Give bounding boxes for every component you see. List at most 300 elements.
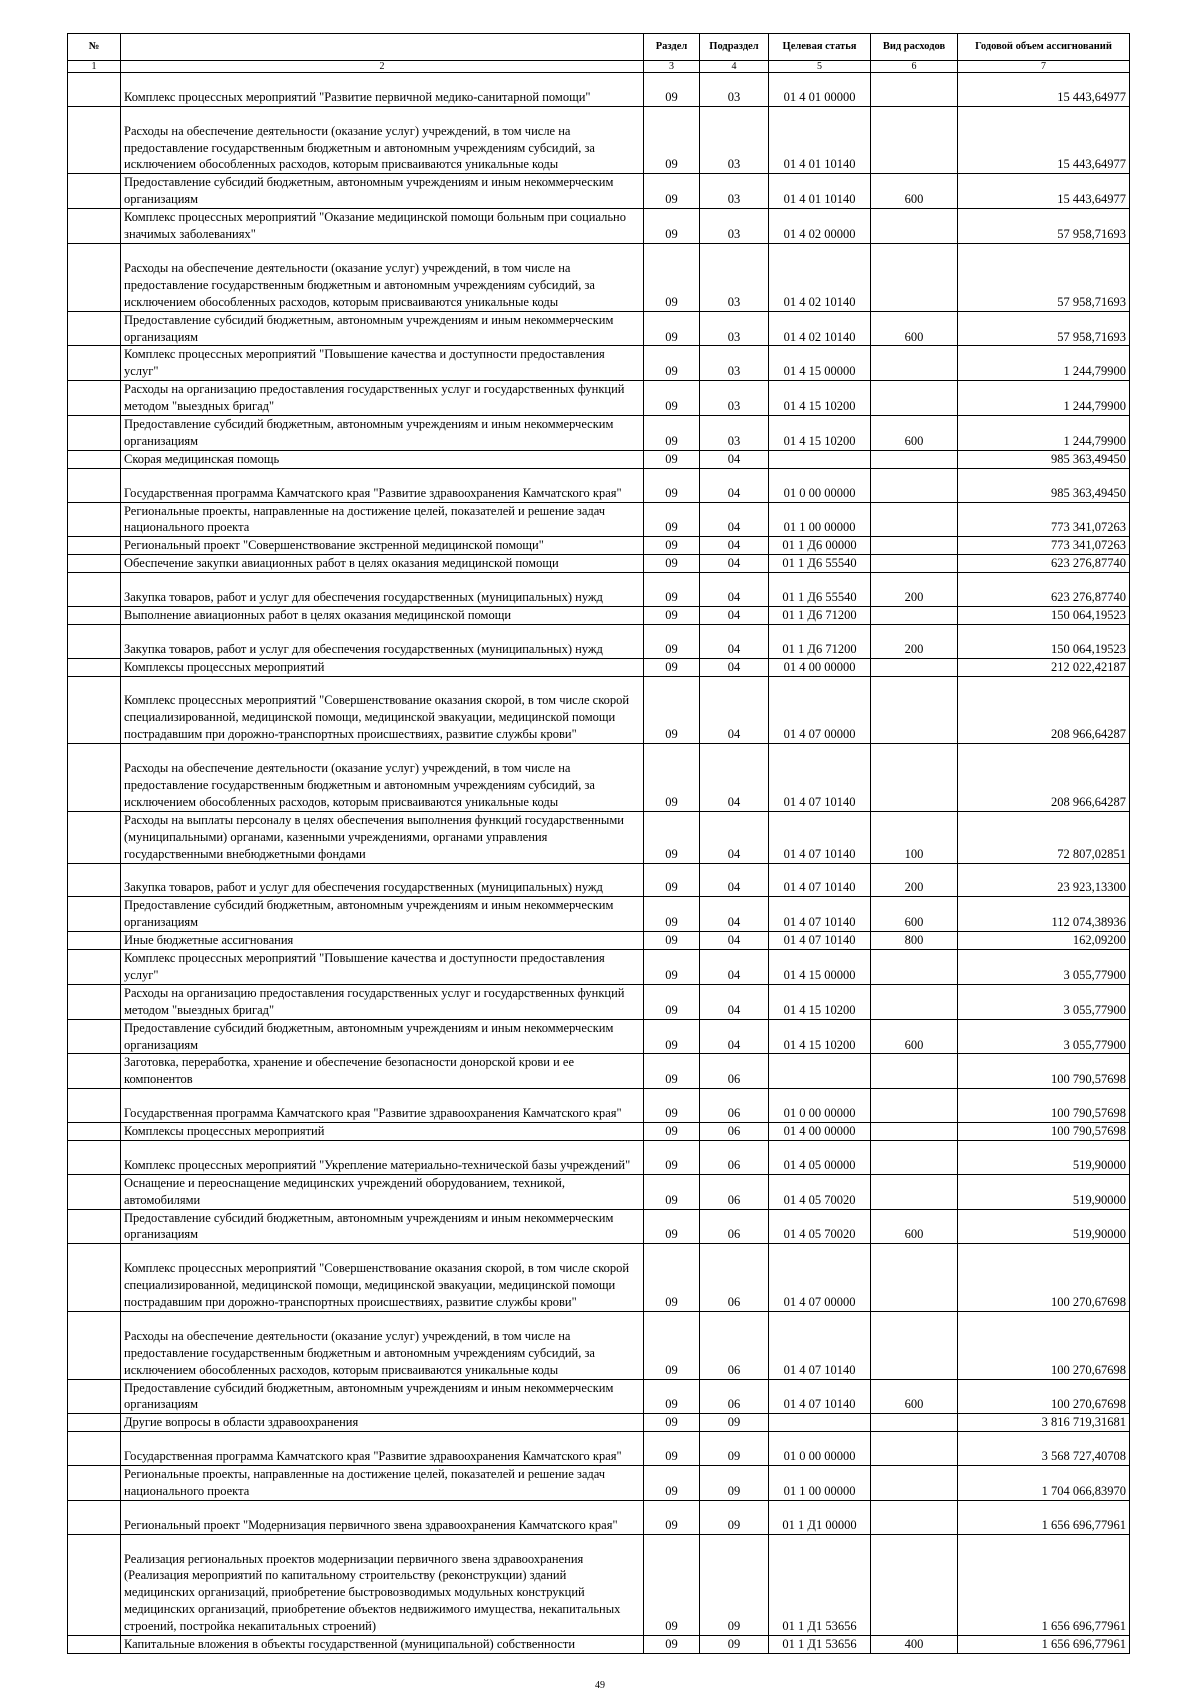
table-row xyxy=(68,1244,1130,1312)
row-description: Региональные проекты, направленные на достижение целей, показателей и решение задач национального проекта xyxy=(121,1466,644,1501)
row-razdel: 09 xyxy=(644,984,700,1019)
row-target-article xyxy=(769,450,871,468)
row-annual-allocation: 100 270,67698 xyxy=(958,1379,1130,1414)
table-row xyxy=(68,537,1130,555)
row-expense-type xyxy=(871,984,958,1019)
row-description: Расходы на организацию предоставления государственных услуг и государственных функций методом "выездных бригад" xyxy=(121,381,644,416)
row-target-article xyxy=(769,1054,871,1089)
row-description: Закупка товаров, работ и услуг для обеспечения государственных (муниципальных) нужд xyxy=(121,624,644,658)
row-target-article: 01 1 Д6 71200 xyxy=(769,624,871,658)
row-annual-allocation: 1 656 696,77961 xyxy=(958,1534,1130,1635)
row-target-article: 01 0 00 00000 xyxy=(769,468,871,502)
table-row xyxy=(68,811,1130,863)
row-expense-type xyxy=(871,346,958,381)
table-row xyxy=(68,555,1130,573)
row-annual-allocation: 1 656 696,77961 xyxy=(958,1500,1130,1534)
row-target-article: 01 4 15 10200 xyxy=(769,1019,871,1054)
row-podrazdel: 06 xyxy=(700,1379,769,1414)
table-row xyxy=(68,244,1130,312)
row-razdel: 09 xyxy=(644,1379,700,1414)
row-expense-type: 200 xyxy=(871,863,958,897)
row-description: Комплексы процессных мероприятий xyxy=(121,1123,644,1141)
row-expense-type: 600 xyxy=(871,1379,958,1414)
row-description: Закупка товаров, работ и услуг для обеспечения государственных (муниципальных) нужд xyxy=(121,573,644,607)
row-annual-allocation: 3 568 727,40708 xyxy=(958,1432,1130,1466)
row-target-article: 01 4 07 10140 xyxy=(769,863,871,897)
row-target-article: 01 1 Д6 00000 xyxy=(769,537,871,555)
row-description: Оснащение и переоснащение медицинских учреждений оборудованием, техникой, автомобилями xyxy=(121,1174,644,1209)
row-podrazdel: 09 xyxy=(700,1466,769,1501)
table-row xyxy=(68,468,1130,502)
row-razdel: 09 xyxy=(644,1140,700,1174)
row-annual-allocation: 3 055,77900 xyxy=(958,950,1130,985)
row-number-cell xyxy=(68,573,121,607)
row-razdel: 09 xyxy=(644,950,700,985)
row-annual-allocation: 1 656 696,77961 xyxy=(958,1636,1130,1654)
row-number-cell xyxy=(68,1500,121,1534)
column-number: 3 xyxy=(644,61,700,73)
row-number-cell xyxy=(68,863,121,897)
row-description: Расходы на выплаты персоналу в целях обеспечения выполнения функций государственными (муниципальными) органами, казенными учреждениями, органами управления государственными внебюджетными фондами xyxy=(121,811,644,863)
row-razdel: 09 xyxy=(644,537,700,555)
table-row xyxy=(68,209,1130,244)
row-annual-allocation: 519,90000 xyxy=(958,1174,1130,1209)
row-expense-type xyxy=(871,244,958,312)
table-row xyxy=(68,1019,1130,1054)
row-target-article: 01 4 02 00000 xyxy=(769,209,871,244)
table-row xyxy=(68,863,1130,897)
row-description: Другие вопросы в области здравоохранения xyxy=(121,1414,644,1432)
row-description: Скорая медицинская помощь xyxy=(121,450,644,468)
row-number-cell xyxy=(68,1209,121,1244)
row-annual-allocation: 15 443,64977 xyxy=(958,174,1130,209)
row-target-article: 01 4 01 10140 xyxy=(769,106,871,174)
row-description: Комплекс процессных мероприятий "Повышение качества и доступности предоставления услуг" xyxy=(121,346,644,381)
row-expense-type: 400 xyxy=(871,1636,958,1654)
table-row xyxy=(68,1123,1130,1141)
row-number-cell xyxy=(68,950,121,985)
row-annual-allocation: 3 055,77900 xyxy=(958,1019,1130,1054)
row-expense-type xyxy=(871,73,958,107)
row-number-cell xyxy=(68,1636,121,1654)
row-expense-type xyxy=(871,1174,958,1209)
row-podrazdel: 04 xyxy=(700,606,769,624)
table-row xyxy=(68,311,1130,346)
row-target-article: 01 4 01 00000 xyxy=(769,73,871,107)
row-description: Комплексы процессных мероприятий xyxy=(121,658,644,676)
row-description: Предоставление субсидий бюджетным, автономным учреждениям и иным некоммерческим организациям xyxy=(121,897,644,932)
row-description: Комплекс процессных мероприятий "Развитие первичной медико-санитарной помощи" xyxy=(121,73,644,107)
row-expense-type xyxy=(871,537,958,555)
column-number: 5 xyxy=(769,61,871,73)
row-number-cell xyxy=(68,658,121,676)
row-annual-allocation: 100 790,57698 xyxy=(958,1089,1130,1123)
row-target-article: 01 4 07 10140 xyxy=(769,744,871,812)
row-description: Предоставление субсидий бюджетным, автономным учреждениям и иным некоммерческим организациям xyxy=(121,1379,644,1414)
row-razdel: 09 xyxy=(644,744,700,812)
row-description: Выполнение авиационных работ в целях оказания медицинской помощи xyxy=(121,606,644,624)
table-row xyxy=(68,1432,1130,1466)
row-annual-allocation: 519,90000 xyxy=(958,1140,1130,1174)
row-podrazdel: 04 xyxy=(700,950,769,985)
row-annual-allocation: 72 807,02851 xyxy=(958,811,1130,863)
row-number-cell xyxy=(68,1466,121,1501)
table-row xyxy=(68,73,1130,107)
row-annual-allocation: 150 064,19523 xyxy=(958,624,1130,658)
row-number-cell xyxy=(68,346,121,381)
row-expense-type xyxy=(871,606,958,624)
table-row xyxy=(68,1174,1130,1209)
row-target-article: 01 4 07 10140 xyxy=(769,1311,871,1379)
row-podrazdel: 04 xyxy=(700,537,769,555)
row-target-article: 01 4 02 10140 xyxy=(769,244,871,312)
row-number-cell xyxy=(68,73,121,107)
row-podrazdel: 04 xyxy=(700,624,769,658)
column-number: 2 xyxy=(121,61,644,73)
row-razdel: 09 xyxy=(644,416,700,451)
row-target-article: 01 1 00 00000 xyxy=(769,502,871,537)
row-number-cell xyxy=(68,502,121,537)
table-row xyxy=(68,1089,1130,1123)
row-description: Комплекс процессных мероприятий "Совершенствование оказания скорой, в том числе скорой специализированной, медицинской помощи, медицинской эвакуации, медицинской помощи пострадавшим при дорожно-транспортных происшествиях, развитие службы крови" xyxy=(121,676,644,744)
table-row xyxy=(68,932,1130,950)
row-razdel: 09 xyxy=(644,1414,700,1432)
table-row xyxy=(68,606,1130,624)
row-target-article: 01 0 00 00000 xyxy=(769,1089,871,1123)
row-number-cell xyxy=(68,450,121,468)
row-razdel: 09 xyxy=(644,244,700,312)
row-annual-allocation: 3 055,77900 xyxy=(958,984,1130,1019)
row-description: Предоставление субсидий бюджетным, автономным учреждениям и иным некоммерческим организациям xyxy=(121,1019,644,1054)
row-expense-type xyxy=(871,1089,958,1123)
row-podrazdel: 04 xyxy=(700,984,769,1019)
row-expense-type xyxy=(871,502,958,537)
row-annual-allocation: 100 790,57698 xyxy=(958,1123,1130,1141)
row-description: Иные бюджетные ассигнования xyxy=(121,932,644,950)
row-razdel: 09 xyxy=(644,897,700,932)
row-number-cell xyxy=(68,1019,121,1054)
row-description: Расходы на обеспечение деятельности (оказание услуг) учреждений, в том числе на предоставление государственным бюджетным и автономным учреждениям субсидий, за исключением обособленных расходов, которым присваиваются уникальные коды xyxy=(121,1311,644,1379)
row-expense-type xyxy=(871,1466,958,1501)
row-podrazdel: 04 xyxy=(700,555,769,573)
table-row xyxy=(68,174,1130,209)
row-annual-allocation: 208 966,64287 xyxy=(958,676,1130,744)
row-description: Комплекс процессных мероприятий "Оказание медицинской помощи больным при социально значимых заболеваниях" xyxy=(121,209,644,244)
row-annual-allocation: 212 022,42187 xyxy=(958,658,1130,676)
row-target-article: 01 1 Д6 71200 xyxy=(769,606,871,624)
row-razdel: 09 xyxy=(644,1054,700,1089)
row-number-cell xyxy=(68,932,121,950)
row-razdel: 09 xyxy=(644,863,700,897)
row-podrazdel: 09 xyxy=(700,1432,769,1466)
row-podrazdel: 04 xyxy=(700,932,769,950)
row-podrazdel: 03 xyxy=(700,311,769,346)
row-razdel: 09 xyxy=(644,606,700,624)
row-number-cell xyxy=(68,1311,121,1379)
row-annual-allocation: 162,09200 xyxy=(958,932,1130,950)
table-row xyxy=(68,744,1130,812)
row-number-cell xyxy=(68,106,121,174)
row-expense-type xyxy=(871,1414,958,1432)
row-target-article: 01 4 07 10140 xyxy=(769,897,871,932)
row-expense-type xyxy=(871,381,958,416)
row-annual-allocation: 985 363,49450 xyxy=(958,468,1130,502)
table-row xyxy=(68,1414,1130,1432)
table-row xyxy=(68,416,1130,451)
row-annual-allocation: 100 270,67698 xyxy=(958,1244,1130,1312)
row-description: Предоставление субсидий бюджетным, автономным учреждениям и иным некоммерческим организациям xyxy=(121,416,644,451)
row-expense-type xyxy=(871,1500,958,1534)
row-number-cell xyxy=(68,624,121,658)
row-razdel: 09 xyxy=(644,932,700,950)
row-number-cell xyxy=(68,1089,121,1123)
row-description: Расходы на обеспечение деятельности (оказание услуг) учреждений, в том числе на предоставление государственным бюджетным и автономным учреждениям субсидий, за исключением обособленных расходов, которым присваиваются уникальные коды xyxy=(121,106,644,174)
row-description: Закупка товаров, работ и услуг для обеспечения государственных (муниципальных) нужд xyxy=(121,863,644,897)
table-row xyxy=(68,381,1130,416)
row-annual-allocation: 1 244,79900 xyxy=(958,346,1130,381)
row-annual-allocation: 112 074,38936 xyxy=(958,897,1130,932)
row-expense-type xyxy=(871,1123,958,1141)
row-razdel: 09 xyxy=(644,1123,700,1141)
row-number-cell xyxy=(68,244,121,312)
table-row xyxy=(68,346,1130,381)
row-podrazdel: 03 xyxy=(700,73,769,107)
row-razdel: 09 xyxy=(644,676,700,744)
row-expense-type xyxy=(871,555,958,573)
row-target-article: 01 1 Д1 00000 xyxy=(769,1500,871,1534)
row-description: Государственная программа Камчатского края "Развитие здравоохранения Камчатского края" xyxy=(121,1089,644,1123)
row-number-cell xyxy=(68,1123,121,1141)
row-expense-type: 600 xyxy=(871,311,958,346)
row-description: Предоставление субсидий бюджетным, автономным учреждениям и иным некоммерческим организациям xyxy=(121,1209,644,1244)
row-annual-allocation: 1 244,79900 xyxy=(958,381,1130,416)
row-description: Региональные проекты, направленные на достижение целей, показателей и решение задач национального проекта xyxy=(121,502,644,537)
row-podrazdel: 09 xyxy=(700,1636,769,1654)
row-description: Комплекс процессных мероприятий "Укрепление материально-технической базы учреждений" xyxy=(121,1140,644,1174)
row-target-article: 01 4 01 10140 xyxy=(769,174,871,209)
row-annual-allocation: 1 244,79900 xyxy=(958,416,1130,451)
row-number-cell xyxy=(68,416,121,451)
row-number-cell xyxy=(68,1432,121,1466)
column-number: 7 xyxy=(958,61,1130,73)
row-expense-type xyxy=(871,450,958,468)
row-description: Расходы на обеспечение деятельности (оказание услуг) учреждений, в том числе на предоставление государственным бюджетным и автономным учреждениям субсидий, за исключением обособленных расходов, которым присваиваются уникальные коды xyxy=(121,744,644,812)
row-target-article: 01 4 07 00000 xyxy=(769,676,871,744)
row-razdel: 09 xyxy=(644,450,700,468)
table-row xyxy=(68,1500,1130,1534)
row-description: Комплекс процессных мероприятий "Повышение качества и доступности предоставления услуг" xyxy=(121,950,644,985)
row-target-article: 01 4 15 00000 xyxy=(769,950,871,985)
row-number-cell xyxy=(68,1140,121,1174)
row-target-article: 01 4 07 10140 xyxy=(769,932,871,950)
table-row xyxy=(68,676,1130,744)
column-number-row xyxy=(68,61,1130,73)
table-row xyxy=(68,1636,1130,1654)
row-razdel: 09 xyxy=(644,174,700,209)
table-row xyxy=(68,1379,1130,1414)
row-description: Капитальные вложения в объекты государственной (муниципальной) собственности xyxy=(121,1636,644,1654)
header-annual-allocation: Годовой объем ассигнований xyxy=(958,34,1130,61)
row-razdel: 09 xyxy=(644,1209,700,1244)
row-number-cell xyxy=(68,676,121,744)
column-number: 6 xyxy=(871,61,958,73)
row-razdel: 09 xyxy=(644,658,700,676)
row-description: Расходы на организацию предоставления государственных услуг и государственных функций методом "выездных бригад" xyxy=(121,984,644,1019)
header-razdel: Раздел xyxy=(644,34,700,61)
row-target-article: 01 4 05 70020 xyxy=(769,1174,871,1209)
row-number-cell xyxy=(68,468,121,502)
row-razdel: 09 xyxy=(644,624,700,658)
row-target-article: 01 4 05 00000 xyxy=(769,1140,871,1174)
table-row xyxy=(68,1054,1130,1089)
row-description: Государственная программа Камчатского края "Развитие здравоохранения Камчатского края" xyxy=(121,468,644,502)
row-expense-type: 600 xyxy=(871,1209,958,1244)
table-row xyxy=(68,450,1130,468)
row-razdel: 09 xyxy=(644,1089,700,1123)
row-expense-type: 200 xyxy=(871,573,958,607)
row-razdel: 09 xyxy=(644,1500,700,1534)
row-description: Реализация региональных проектов модернизации первичного звена здравоохранения (Реализация мероприятий по капитальному строительству (реконструкции) зданий медицинских организаций, приобретение быстровозводимых модульных конструкций медицинских организаций, приобретение объектов недвижимого имущества, некапитальных строений, постройка некапитальных строений) xyxy=(121,1534,644,1635)
row-annual-allocation: 57 958,71693 xyxy=(958,311,1130,346)
table-header-row xyxy=(68,34,1130,61)
budget-table-sheet xyxy=(67,33,1129,1654)
row-target-article: 01 1 Д6 55540 xyxy=(769,555,871,573)
row-target-article: 01 4 07 10140 xyxy=(769,1379,871,1414)
row-expense-type xyxy=(871,950,958,985)
row-podrazdel: 04 xyxy=(700,676,769,744)
row-podrazdel: 06 xyxy=(700,1140,769,1174)
header-num: № xyxy=(68,34,121,61)
row-number-cell xyxy=(68,1534,121,1635)
row-annual-allocation: 519,90000 xyxy=(958,1209,1130,1244)
table-row xyxy=(68,1534,1130,1635)
row-annual-allocation: 1 704 066,83970 xyxy=(958,1466,1130,1501)
row-expense-type xyxy=(871,106,958,174)
row-razdel: 09 xyxy=(644,1534,700,1635)
row-podrazdel: 04 xyxy=(700,744,769,812)
row-razdel: 09 xyxy=(644,573,700,607)
row-razdel: 09 xyxy=(644,346,700,381)
row-annual-allocation: 985 363,49450 xyxy=(958,450,1130,468)
row-description: Предоставление субсидий бюджетным, автономным учреждениям и иным некоммерческим организациям xyxy=(121,174,644,209)
header-podrazdel: Подраздел xyxy=(700,34,769,61)
row-description: Региональный проект "Совершенствование экстренной медицинской помощи" xyxy=(121,537,644,555)
row-number-cell xyxy=(68,1054,121,1089)
row-podrazdel: 04 xyxy=(700,502,769,537)
row-razdel: 09 xyxy=(644,1432,700,1466)
row-podrazdel: 04 xyxy=(700,811,769,863)
row-target-article: 01 4 02 10140 xyxy=(769,311,871,346)
row-annual-allocation: 150 064,19523 xyxy=(958,606,1130,624)
row-number-cell xyxy=(68,209,121,244)
row-expense-type xyxy=(871,676,958,744)
row-podrazdel: 06 xyxy=(700,1244,769,1312)
table-row xyxy=(68,984,1130,1019)
table-row xyxy=(68,950,1130,985)
row-target-article: 01 4 00 00000 xyxy=(769,658,871,676)
row-podrazdel: 04 xyxy=(700,897,769,932)
row-podrazdel: 03 xyxy=(700,106,769,174)
row-target-article: 01 4 15 10200 xyxy=(769,381,871,416)
row-podrazdel: 04 xyxy=(700,658,769,676)
row-description: Региональный проект "Модернизация первичного звена здравоохранения Камчатского края" xyxy=(121,1500,644,1534)
row-podrazdel: 04 xyxy=(700,1019,769,1054)
row-description: Предоставление субсидий бюджетным, автономным учреждениям и иным некоммерческим организациям xyxy=(121,311,644,346)
row-expense-type: 200 xyxy=(871,624,958,658)
row-expense-type xyxy=(871,1534,958,1635)
row-razdel: 09 xyxy=(644,1019,700,1054)
row-description: Государственная программа Камчатского края "Развитие здравоохранения Камчатского края" xyxy=(121,1432,644,1466)
row-expense-type xyxy=(871,209,958,244)
row-number-cell xyxy=(68,1379,121,1414)
row-description: Расходы на обеспечение деятельности (оказание услуг) учреждений, в том числе на предоставление государственным бюджетным и автономным учреждениям субсидий, за исключением обособленных расходов, которым присваиваются уникальные коды xyxy=(121,244,644,312)
row-number-cell xyxy=(68,381,121,416)
column-number: 1 xyxy=(68,61,121,73)
row-annual-allocation: 773 341,07263 xyxy=(958,537,1130,555)
row-expense-type xyxy=(871,1054,958,1089)
row-expense-type: 600 xyxy=(871,897,958,932)
row-annual-allocation: 623 276,87740 xyxy=(958,555,1130,573)
row-annual-allocation: 3 816 719,31681 xyxy=(958,1414,1130,1432)
row-podrazdel: 03 xyxy=(700,244,769,312)
row-target-article: 01 4 05 70020 xyxy=(769,1209,871,1244)
row-annual-allocation: 773 341,07263 xyxy=(958,502,1130,537)
row-expense-type: 600 xyxy=(871,416,958,451)
row-description: Обеспечение закупки авиационных работ в целях оказания медицинской помощи xyxy=(121,555,644,573)
row-podrazdel: 04 xyxy=(700,863,769,897)
row-expense-type: 800 xyxy=(871,932,958,950)
row-podrazdel: 03 xyxy=(700,381,769,416)
table-row xyxy=(68,1140,1130,1174)
row-description: Комплекс процессных мероприятий "Совершенствование оказания скорой, в том числе скорой специализированной, медицинской помощи, медицинской эвакуации, медицинской помощи пострадавшим при дорожно-транспортных происшествиях, развитие службы крови" xyxy=(121,1244,644,1312)
row-expense-type xyxy=(871,1140,958,1174)
row-target-article: 01 1 Д6 55540 xyxy=(769,573,871,607)
row-razdel: 09 xyxy=(644,209,700,244)
row-target-article: 01 4 00 00000 xyxy=(769,1123,871,1141)
row-number-cell xyxy=(68,537,121,555)
row-annual-allocation: 15 443,64977 xyxy=(958,73,1130,107)
row-target-article: 01 4 15 10200 xyxy=(769,416,871,451)
row-number-cell xyxy=(68,1174,121,1209)
table-row xyxy=(68,1311,1130,1379)
column-number: 4 xyxy=(700,61,769,73)
row-podrazdel: 03 xyxy=(700,416,769,451)
table-body xyxy=(68,73,1130,1654)
row-expense-type xyxy=(871,1311,958,1379)
row-target-article: 01 1 00 00000 xyxy=(769,1466,871,1501)
row-annual-allocation: 15 443,64977 xyxy=(958,106,1130,174)
page-number: 49 xyxy=(595,1680,605,1691)
table-row xyxy=(68,502,1130,537)
row-expense-type xyxy=(871,468,958,502)
row-number-cell xyxy=(68,1414,121,1432)
row-target-article: 01 1 Д1 53656 xyxy=(769,1534,871,1635)
row-podrazdel: 03 xyxy=(700,346,769,381)
row-razdel: 09 xyxy=(644,106,700,174)
row-annual-allocation: 100 790,57698 xyxy=(958,1054,1130,1089)
row-podrazdel: 09 xyxy=(700,1534,769,1635)
table-row xyxy=(68,624,1130,658)
row-number-cell xyxy=(68,984,121,1019)
row-razdel: 09 xyxy=(644,1466,700,1501)
table-row xyxy=(68,106,1130,174)
row-annual-allocation: 57 958,71693 xyxy=(958,209,1130,244)
row-annual-allocation: 23 923,13300 xyxy=(958,863,1130,897)
row-razdel: 09 xyxy=(644,1174,700,1209)
row-razdel: 09 xyxy=(644,468,700,502)
table-row xyxy=(68,897,1130,932)
row-number-cell xyxy=(68,1244,121,1312)
